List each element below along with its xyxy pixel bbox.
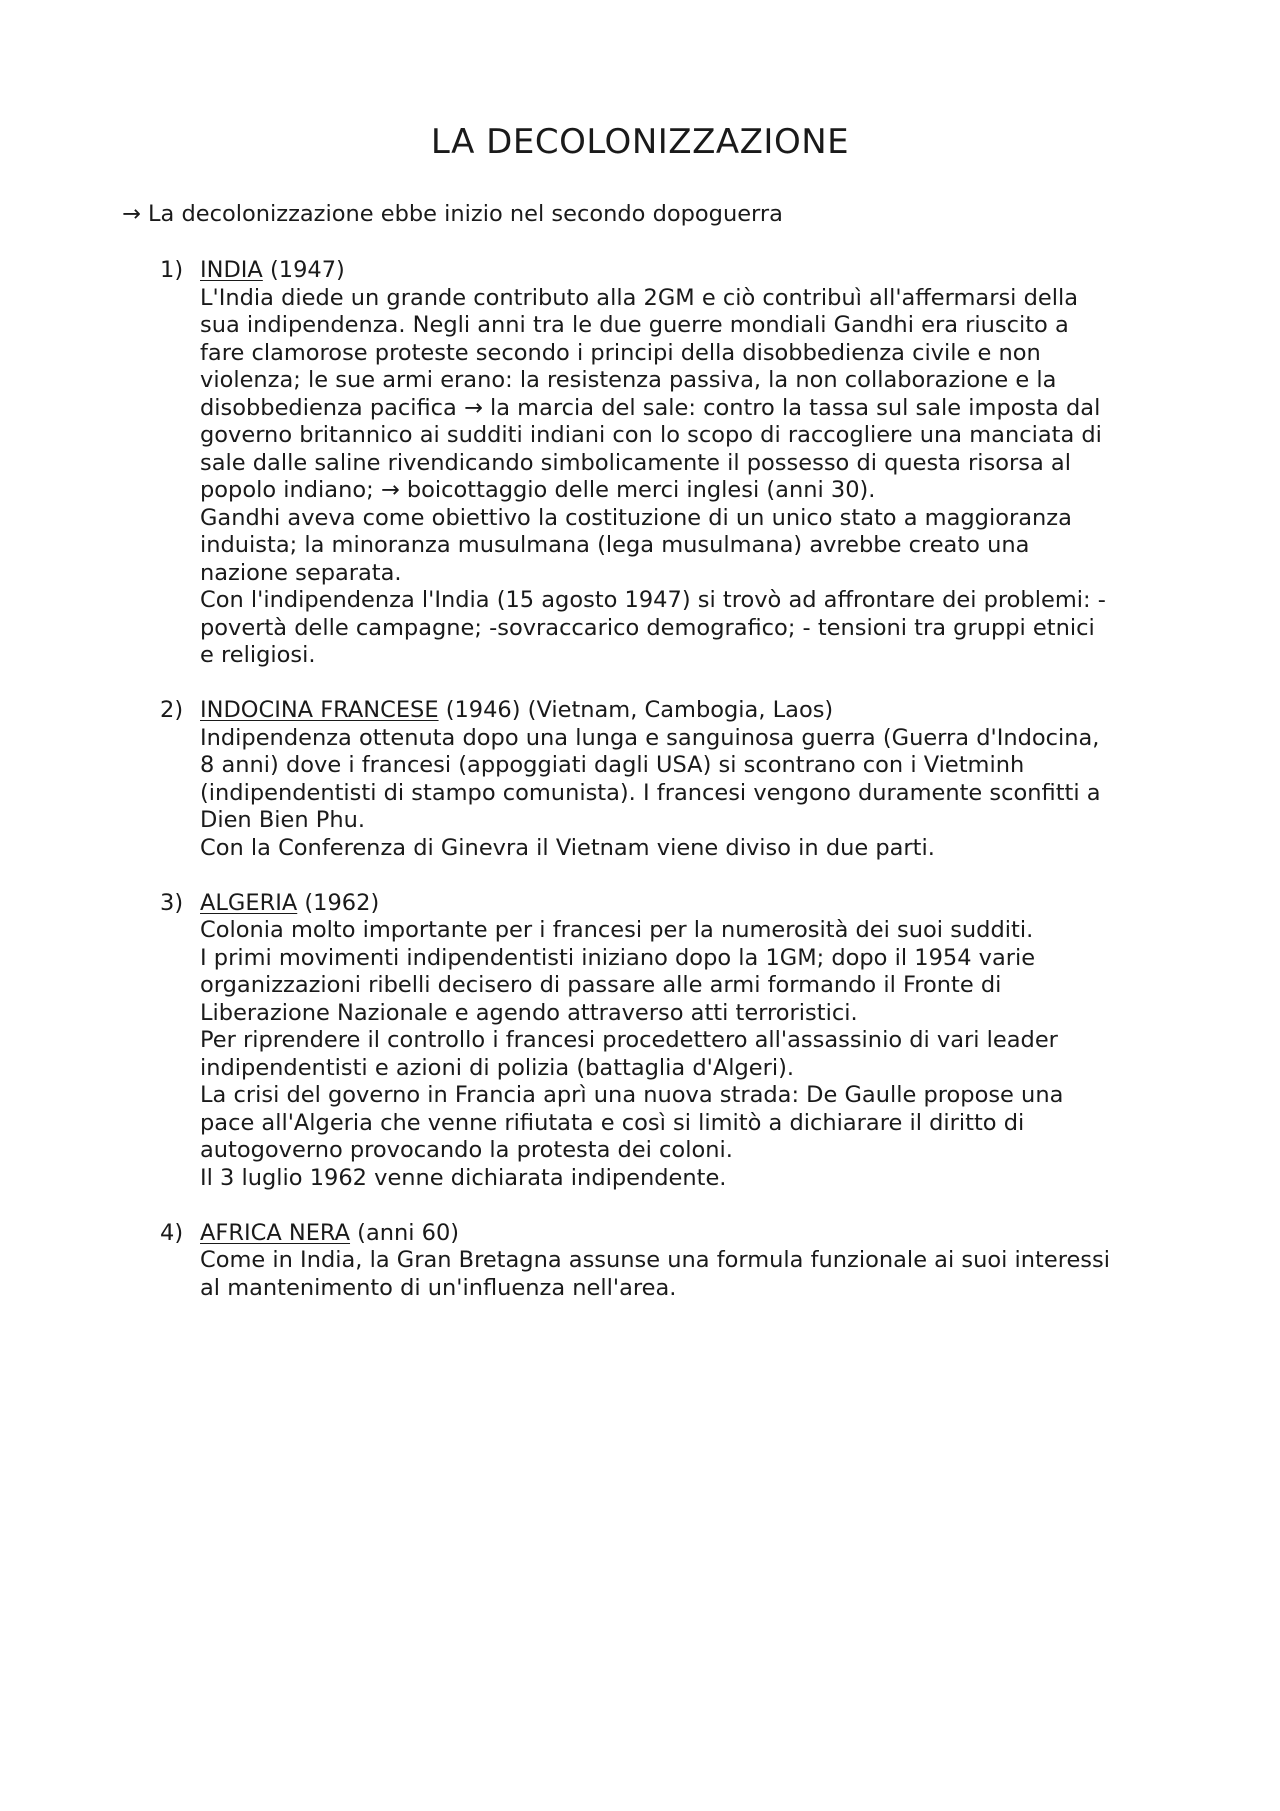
paragraph-line: al mantenimento di un'influenza nell'area. <box>200 1274 677 1301</box>
item-name: AFRICA NERA <box>200 1219 351 1246</box>
paragraph-line: violenza; le sue armi erano: la resistenza passiva, la non collaborazione e la <box>200 367 1057 393</box>
paragraph-line: disobbedienza pacifica → la marcia del sale: contro la tassa sul sale imposta dal <box>200 394 1101 421</box>
list-item <box>160 697 1160 862</box>
paragraph-line: popolo indiano; → boicottaggio delle merci inglesi (anni 30). <box>200 477 876 503</box>
list-item <box>160 257 1160 670</box>
paragraph-line: Colonia molto importante per i francesi per la numerosità dei suoi sudditi. <box>200 917 1034 943</box>
list-item <box>160 1220 1160 1303</box>
item-name: INDIA <box>200 257 263 283</box>
item-detail: (1947) <box>262 257 345 283</box>
paragraph-line: Il 3 luglio 1962 venne dichiarata indipendente. <box>200 1164 727 1191</box>
paragraph-line: governo britannico ai sudditi indiani con lo scopo di raccogliere una manciata di <box>200 422 1102 448</box>
page-title: LA DECOLONIZZAZIONE <box>430 122 850 162</box>
paragraph-line: sale dalle saline rivendicando simbolicamente il possesso di questa risorsa al <box>200 449 1071 476</box>
item-number: 1) <box>160 257 184 283</box>
paragraph-line: Indipendenza ottenuta dopo una lunga e sanguinosa guerra (Guerra d'Indocina, <box>200 724 1100 751</box>
item-body <box>200 697 1160 862</box>
paragraph-line: Liberazione Nazionale e agendo attraverso atti terroristici. <box>200 999 858 1026</box>
paragraph-line: autogoverno provocando la protesta dei coloni. <box>200 1137 733 1163</box>
paragraph-line: induista; la minoranza musulmana (lega musulmana) avrebbe creato una <box>200 532 1030 558</box>
item-detail: (1946) (Vietnam, Cambogia, Laos) <box>438 697 834 723</box>
section-list <box>160 257 1160 1330</box>
paragraph-line: povertà delle campagne; -sovraccarico demografico; - tensioni tra gruppi etnici <box>200 614 1095 641</box>
item-name: INDOCINA FRANCESE <box>200 697 439 723</box>
paragraph-line: Con la Conferenza di Ginevra il Vietnam viene diviso in due parti. <box>200 834 935 861</box>
paragraph-line: La crisi del governo in Francia aprì una nuova strada: De Gaulle propose una <box>200 1082 1064 1108</box>
item-detail: (1962) <box>297 889 380 916</box>
item-body <box>200 257 1160 670</box>
item-body <box>200 1220 1160 1303</box>
intro-text: → La decolonizzazione ebbe inizio nel secondo dopoguerra <box>122 201 783 227</box>
paragraph-line: sua indipendenza. Negli anni tra le due guerre mondiali Gandhi era riuscito a <box>200 312 1069 338</box>
item-heading <box>200 257 1160 285</box>
paragraph-line: pace all'Algeria che venne rifiutata e così si limitò a dichiarare il diritto di <box>200 1109 1025 1136</box>
paragraph-line: Come in India, la Gran Bretagna assunse una formula funzionale ai suoi interessi <box>200 1247 1110 1273</box>
paragraph-line: organizzazioni ribelli decisero di passare alle armi formando il Fronte di <box>200 972 1002 998</box>
paragraph-line: nazione separata. <box>200 559 402 586</box>
paragraph-line: Dien Bien Phu. <box>200 807 366 833</box>
item-heading <box>200 697 1160 725</box>
paragraph-line: indipendentisti e azioni di polizia (battaglia d'Algeri). <box>200 1054 795 1081</box>
item-detail: (anni 60) <box>350 1219 460 1246</box>
list-item <box>160 890 1160 1193</box>
paragraph-line: 8 anni) dove i francesi (appoggiati dagli USA) si scontrano con i Vietminh <box>200 752 1025 778</box>
paragraph-line: Gandhi aveva come obiettivo la costituzione di un unico stato a maggioranza <box>200 504 1072 531</box>
paragraph-line: Per riprendere il controllo i francesi procedettero all'assassinio di vari leader <box>200 1027 1058 1053</box>
item-number: 3) <box>160 889 184 916</box>
paragraph-line: L'India diede un grande contributo alla 2GM e ciò contribuì all'affermarsi della <box>200 284 1078 311</box>
paragraph-line: fare clamorose proteste secondo i principi della disobbedienza civile e non <box>200 339 1041 366</box>
paragraph-line: (indipendentisti di stampo comunista). I francesi vengono duramente sconfitti a <box>200 779 1101 806</box>
item-number: 4) <box>160 1219 184 1246</box>
item-heading <box>200 890 1160 918</box>
paragraph-line: Con l'indipendenza l'India (15 agosto 1947) si trovò ad affrontare dei problemi: - <box>200 587 1106 613</box>
item-body <box>200 890 1160 1193</box>
item-name: ALGERIA <box>200 889 298 916</box>
item-heading <box>200 1220 1160 1248</box>
paragraph-line: e religiosi. <box>200 642 316 668</box>
paragraph-line: I primi movimenti indipendentisti iniziano dopo la 1GM; dopo il 1954 varie <box>200 944 1036 971</box>
item-number: 2) <box>160 697 184 723</box>
